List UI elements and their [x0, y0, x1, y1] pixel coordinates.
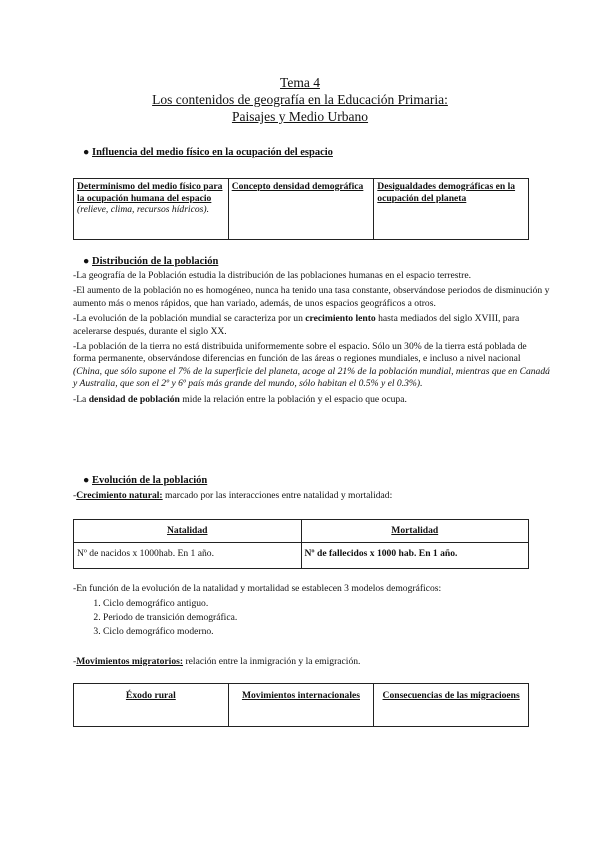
italic-span: (China, que sólo supone el 7% de la superficie del planeta, acoge al 21% de la población mundial, mientras que en Canadá y Australia, que son el 2º y 6º país más grande del mundo, sólo habitan el 0.5% y el 0.3%). — [73, 365, 550, 390]
text-span: mide la relación entre la población y el espacio que ocupa. — [179, 393, 407, 405]
table-cell — [301, 543, 529, 569]
paragraph: -La geografía de la Población estudia la distribución de las poblaciones humanas en el espacio terrestre. — [73, 270, 471, 281]
bullet-icon: ● — [83, 256, 90, 267]
bullet-icon: ● — [83, 475, 90, 486]
cell-text: Nº de nacidos x 1000hab. En 1 año. — [77, 548, 214, 559]
models-intro: -En función de la evolución de la natalidad y mortalidad se establecen 3 modelos demográficos: — [73, 583, 442, 594]
text-span: -La — [73, 393, 89, 405]
paragraph: -El aumento de la población no es homogéneo, nunca ha tenido una tasa constante, observándose periodos de disminución y aumento más o menos rápidos, que han variado, además, de unos espacios geográficos a otros. — [73, 285, 550, 309]
section2-body — [73, 270, 551, 409]
models-list — [73, 597, 237, 639]
paragraph — [73, 313, 551, 338]
table-header-cell — [301, 520, 529, 543]
section3-heading-text: Evolución de la población — [92, 475, 208, 486]
header-text: Mortalidad — [391, 525, 439, 536]
table-cell — [374, 179, 529, 240]
bullet-icon: ● — [83, 147, 90, 158]
list-item: 1. Ciclo demográfico antiguo. — [103, 597, 237, 611]
text-span: relación entre la inmigración y la emigración. — [183, 656, 361, 667]
text-span: hasta mediados del siglo XVIII, para acelerarse después, durante el siglo XX. — [73, 313, 520, 337]
cell-bold-text: Desigualdades demográficas en la ocupación del planeta — [377, 181, 516, 204]
header-text: Natalidad — [166, 525, 208, 536]
text-span: -La evolución de la población mundial se caracteriza por un — [73, 313, 306, 325]
paragraph — [73, 341, 551, 391]
paragraph — [73, 394, 551, 406]
table-cell — [74, 684, 229, 727]
section1-heading-text: Influencia del medio físico en la ocupación del espacio — [92, 147, 333, 158]
section2-heading — [83, 256, 219, 267]
bold-label: Crecimiento natural: — [76, 490, 163, 501]
cell-italic-text: (relieve, clima, recursos hídricos). — [77, 204, 209, 215]
text-span: -La población de la tierra no está distribuida uniformemente sobre el espacio. Sólo un 30% de la tierra está poblada de forma permanente, observándose diferencias en función de las áreas o regiones mundiales, e incluso a nivel nacional — [73, 341, 527, 365]
bold-span: densidad de población — [88, 393, 180, 405]
table-cell — [374, 684, 529, 727]
title-line-2: Los contenidos de geografía en la Educación Primaria: — [152, 92, 448, 107]
cell-bold-text: Determinismo del medio físico para la ocupación humana del espacio — [77, 181, 223, 204]
section3-heading — [83, 475, 208, 486]
cell-bold-text: Concepto densidad demográfica — [231, 181, 364, 192]
bold-span: crecimiento lento — [305, 313, 376, 325]
text-span: marcado por las interacciones entre natalidad y mortalidad: — [162, 490, 393, 501]
section2-heading-text: Distribución de la población — [92, 256, 219, 267]
migraciones-table — [73, 683, 529, 727]
bold-label: Movimientos migratorios: — [76, 656, 184, 667]
cell-text: Nº de fallecidos x 1000 hab. En 1 año. — [304, 548, 458, 559]
table-header-cell — [74, 520, 302, 543]
list-item: 2. Periodo de transición demográfica. — [103, 611, 237, 625]
natalidad-mortalidad-table — [73, 519, 529, 569]
section1-heading — [83, 147, 333, 158]
table-cell — [228, 179, 374, 240]
title-line-1: Tema 4 — [280, 75, 320, 90]
document-title — [0, 74, 600, 125]
cell-text: Movimientos internacionales — [241, 690, 360, 701]
cell-text: Éxodo rural — [125, 690, 176, 701]
list-item: 3. Ciclo demográfico moderno. — [103, 625, 237, 639]
section1-table — [73, 178, 529, 240]
cell-text: Consecuencias de las migracioens — [382, 690, 520, 701]
title-line-3: Paisajes y Medio Urbano — [231, 109, 369, 124]
table-cell — [74, 543, 302, 569]
table-cell — [228, 684, 374, 727]
crecimiento-line: -Crecimiento natural: marcado por las interacciones entre natalidad y mortalidad: — [73, 490, 393, 501]
table-cell — [74, 179, 229, 240]
migratorios-line: -Movimientos migratorios: relación entre la inmigración y la emigración. — [73, 656, 361, 667]
